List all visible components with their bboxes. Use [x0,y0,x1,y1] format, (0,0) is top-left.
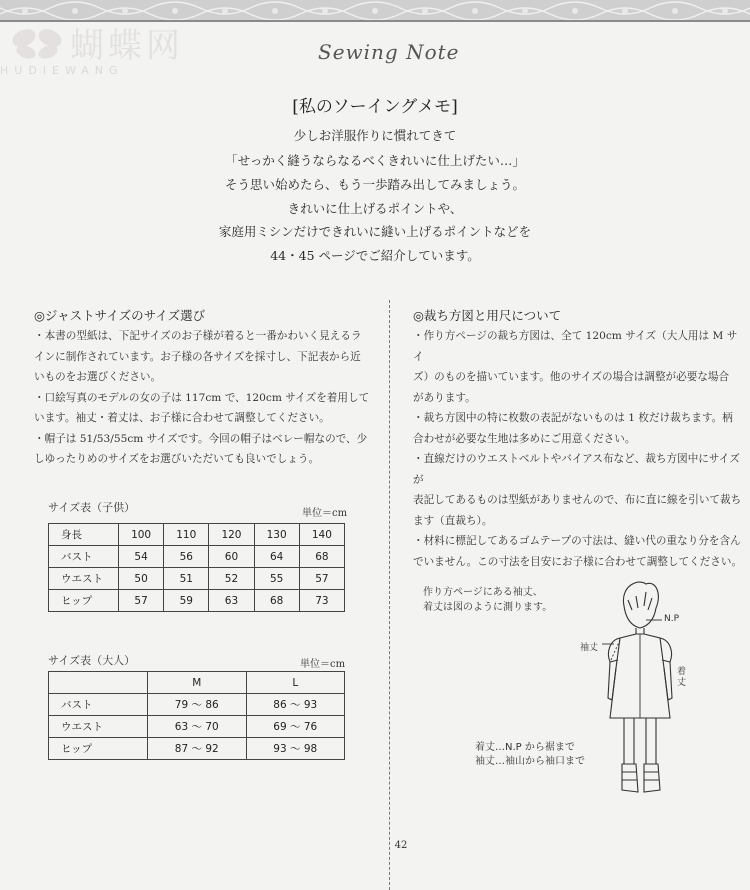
table-cell: 93 ～ 98 [246,738,345,760]
sleeve-length-label: 袖丈 [580,643,599,653]
table-row [49,694,345,716]
text-line: います。袖丈・着丈は、お子様に合わせて調整してください。 [34,412,330,424]
text-line: でいません。この寸法を目安にお子様に合わせて調整してください。 [413,555,743,568]
table-cell: ウエスト [49,716,148,738]
butterfly-watermark-icon [6,24,66,64]
table-row [49,568,345,590]
intro-line: 少しお洋服作りに慣れてきて [293,128,457,143]
table-cell: 130 [254,524,299,546]
table-cell: 140 [299,524,344,546]
left-column-text [34,326,386,470]
table-row [49,546,345,568]
table-cell: 68 [299,546,344,568]
adult-table-caption: サイズ表（大人） [48,654,136,667]
table-cell: 56 [164,546,209,568]
table-cell: 63 ～ 70 [148,716,247,738]
table-row [49,738,345,760]
intro-line: 44・45 ページでご紹介しています。 [270,248,480,263]
table-cell: 63 [209,590,254,612]
table-cell: 55 [254,568,299,590]
table-cell: バスト [49,694,148,716]
table-cell: 64 [254,546,299,568]
table-cell: 86 ～ 93 [246,694,345,716]
table-cell: ヒップ [49,738,148,760]
text-line: ズ）のものを描いています。他のサイズの場合は調整が必要な場合 [413,371,730,383]
table-cell: 50 [119,568,164,590]
table-cell: ウエスト [49,568,119,590]
child-size-table [48,523,345,612]
text-line: ・作り方ページの裁ち方図は、全て 120cm サイズ（大人用は M サイ [413,330,738,363]
adult-size-table [48,671,345,760]
text-line: いものをお選びください。 [34,371,162,383]
figure-note-line: 袖丈…袖山から袖口まで [475,756,585,767]
watermark-logo: 蝴蝶网 [70,26,184,66]
table-cell: 120 [209,524,254,546]
table-cell: 110 [164,524,209,546]
table-cell: 60 [209,546,254,568]
table-cell: 54 [119,546,164,568]
table-row [49,590,345,612]
table-cell: M [148,672,247,694]
table-cell: 57 [119,590,164,612]
child-table-unit: 単位＝cm [302,508,348,519]
column-divider [389,300,390,890]
figure-caption-line: 着丈は図のように測ります。 [423,602,553,613]
table-cell: 100 [119,524,164,546]
text-line: 表記してあるものは型紙がありませんので、布に直に線を引いて裁ち [413,494,742,506]
text-line: があります。 [413,391,476,404]
adult-table-unit: 単位＝cm [300,659,346,670]
left-column-heading: ◎ジャストサイズのサイズ選び [34,308,206,323]
table-cell: 69 ～ 76 [246,716,345,738]
table-cell: 87 ～ 92 [148,738,247,760]
table-cell: 57 [299,568,344,590]
right-column-heading: ◎裁ち方図と用尺について [413,308,562,323]
garment-length-label-2: 丈 [677,678,687,688]
table-cell: L [246,672,345,694]
intro-line: 「せっかく縫うならなるべくきれいに仕上げたい…」 [225,153,525,168]
table-cell: 68 [254,590,299,612]
intro-line: きれいに仕上げるポイントや、 [287,201,463,216]
figure-caption [423,585,552,615]
page-title: [私のソーイングメモ] [292,97,458,117]
figure-caption-line: 作り方ページにある袖丈、 [423,587,543,598]
child-table-caption: サイズ表（子供） [48,501,136,514]
table-cell: ヒップ [49,590,119,612]
text-line: ・裁ち方図中の特に枚数の表記がないものは 1 枚だけ裁ちます。柄 [413,412,733,424]
table-cell: 73 [299,590,344,612]
figure-notes [475,741,585,769]
table-cell: 79 ～ 86 [148,694,247,716]
np-label: N.P [664,614,680,624]
page-number: 42 [394,840,408,851]
table-cell: 身長 [49,524,119,546]
text-line: ・本書の型紙は、下記サイズのお子様が着ると一番かわいく見えるラ [34,330,362,342]
measurement-figure-illustration [580,578,730,808]
sewing-note-logo: Sewing Note [318,40,460,64]
text-line: ・直線だけのウエストベルトやバイアス布など、裁ち方図中にサイズが [413,453,740,486]
table-header-row [49,672,345,694]
text-line: ・口絵写真のモデルの女の子は 117cm で、120cm サイズを着用して [34,391,370,404]
text-line: しゆったりめのサイズをお選びいただいても良いでしょう。 [34,453,320,465]
table-cell: バスト [49,546,119,568]
table-row [49,716,345,738]
table-cell: 51 [164,568,209,590]
garment-length-label-1: 着 [677,667,687,677]
table-cell: 52 [209,568,254,590]
intro-line: そう思い始めたら、もう一歩踏み出してみましょう。 [224,177,525,192]
text-line: インに制作されています。お子様の各サイズを採寸し、下記表から近 [34,350,361,363]
text-line: ・材料に標記してあるゴムテープの寸法は、縫い代の重なり分を含ん [413,535,741,547]
right-column-text [413,326,743,572]
watermark-subtext: HUDIEWANG [0,64,124,77]
text-line: ます（直裁ち）。 [413,514,493,527]
table-header-row [49,524,345,546]
text-line: 合わせが必要な生地は多めにご用意ください。 [413,432,636,445]
table-cell: 59 [164,590,209,612]
figure-note-line: 着丈…N.P から裾まで [475,742,575,753]
text-line: ・帽子は 51/53/55cm サイズです。今回の帽子はベレー帽なので、少 [34,432,368,445]
intro-line: 家庭用ミシンだけできれいに縫い上げるポイントなどを [218,224,532,239]
table-cell [49,672,148,694]
